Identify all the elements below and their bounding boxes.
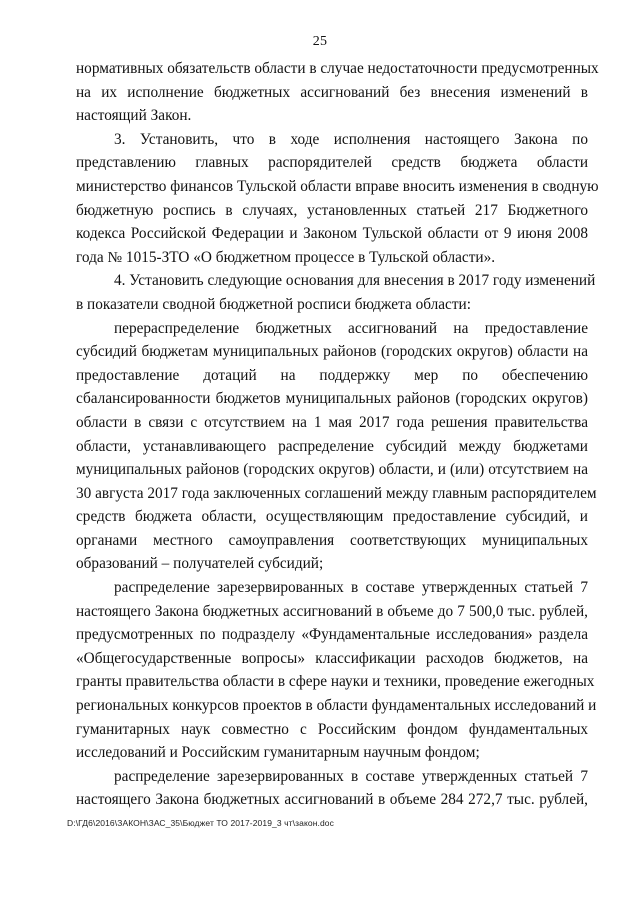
text-line: настоящего Закона бюджетных ассигнований в объеме до 7 500,0 тыс. рублей, <box>76 602 588 620</box>
text-line: области в связи с отсутствием на 1 мая 2017 года решения правительства <box>76 413 588 431</box>
text-line: года № 1015-ЗТО «О бюджетном процессе в Тульской области». <box>76 248 496 266</box>
text-line: представлению главных распорядителей средств бюджета области <box>76 154 588 172</box>
text-line: региональных конкурсов проектов в области фундаментальных исследований и <box>76 697 597 715</box>
text-line: распределение зарезервированных в составе утвержденных статьей 7 <box>114 767 588 785</box>
text-line: перераспределение бюджетных ассигнований на предоставление <box>114 319 588 337</box>
text-line: кодекса Российской Федерации и Законом Тульской области от 9 июня 2008 <box>76 225 588 243</box>
text-line: 3. Установить, что в ходе исполнения настоящего Закона по <box>114 130 588 148</box>
paragraph-distribution-science-grants <box>76 576 597 765</box>
text-line: образований – получателей субсидий; <box>76 555 324 573</box>
text-line: распределение зарезервированных в составе утвержденных статьей 7 <box>114 579 588 597</box>
text-line: предусмотренных по подразделу «Фундаментальные исследования» раздела <box>76 626 588 644</box>
text-line: органами местного самоуправления соответствующих муниципальных <box>76 531 588 549</box>
text-line: нормативных обязательств области в случае недостаточности предусмотренных <box>76 60 599 77</box>
text-line: гуманитарных наук совместно с Российским фондом фундаментальных <box>76 720 588 738</box>
paragraph-distribution-reserved <box>76 765 588 812</box>
text-line: сбалансированности бюджетов муниципальных районов (городских округов) <box>76 390 588 408</box>
text-line: предоставление дотаций на поддержку мер по обеспечению <box>76 366 588 384</box>
text-line: муниципальных районов (городских округов) области, и (или) отсутствием на <box>76 461 588 479</box>
text-line: бюджетную роспись в случаях, установленных статьей 217 Бюджетного <box>76 201 588 219</box>
text-line: в показатели сводной бюджетной росписи бюджета области: <box>76 295 471 313</box>
text-line: области, устанавливающего распределение субсидий между бюджетами <box>76 437 588 455</box>
page-number: 25 <box>312 34 328 49</box>
text-line: средств бюджета области, осуществляющим предоставление субсидий, и <box>76 508 588 526</box>
text-line: настоящий Закон. <box>76 107 192 125</box>
text-line: гранты правительства области в сфере науки и техники, проведение ежегодных <box>76 673 595 691</box>
file-path-footer: D:\ГД6\2016\ЗАКОН\ЗАС_35\Бюджет ТО 2017-2019_3 чт\закон.doc <box>67 818 334 828</box>
paragraph-item-4 <box>76 269 596 316</box>
text-line: «Общегосударственные вопросы» классификации расходов бюджетов, на <box>76 649 588 667</box>
paragraph-continuation <box>76 57 599 128</box>
paragraph-item-3 <box>76 128 599 270</box>
text-line: исследований и Российским гуманитарным научным фондом; <box>76 744 480 762</box>
text-line: 30 августа 2017 года заключенных соглашений между главным распорядителем <box>76 484 597 502</box>
document-body <box>76 57 599 812</box>
text-line: субсидий бюджетам муниципальных районов (городских округов) области на <box>76 343 588 361</box>
text-line: 4. Установить следующие основания для внесения в 2017 году изменений <box>114 272 596 290</box>
text-line: на их исполнение бюджетных ассигнований без внесения изменений в <box>76 83 588 101</box>
text-line: министерство финансов Тульской области вправе вносить изменения в сводную <box>76 177 599 195</box>
text-line: настоящего Закона бюджетных ассигнований в объеме 284 272,7 тыс. рублей, <box>76 791 588 809</box>
paragraph-redistribution-subsidies <box>76 317 597 577</box>
